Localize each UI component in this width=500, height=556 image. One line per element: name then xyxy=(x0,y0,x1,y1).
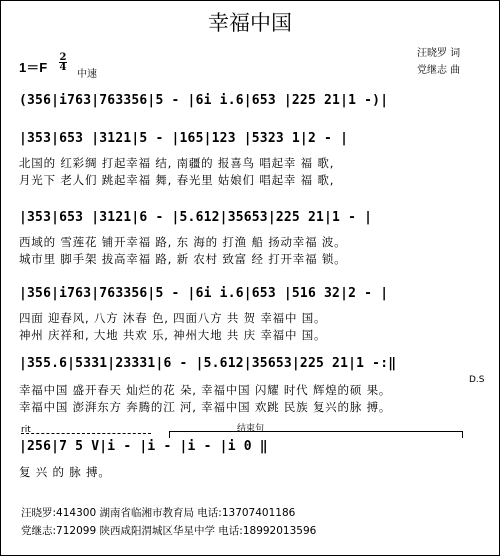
system-2-lyric-1: 北国的 红彩绸 打起幸福 结, 南疆的 报喜鸟 唱起幸 福 歌, xyxy=(19,156,335,170)
system-2-notes: |353|653 |3121|5 - |165|123 |5323 1|2 - | xyxy=(19,131,349,146)
time-signature-bottom: 4 xyxy=(59,62,67,73)
key-signature: 1＝F xyxy=(19,60,48,75)
time-signature-top: 2 xyxy=(59,52,67,63)
ritardando-mark: rit xyxy=(21,425,31,435)
system-4-lyric-1: 四面 迎春风, 八方 沐春 色, 四面八方 共 贺 幸福中 国。 xyxy=(19,311,327,325)
footer-contact-lyricist: 汪晓罗:414300 湖南省临湘市教育局 电话:13707401186 xyxy=(21,507,296,519)
system-3-lyric-1: 西域的 雪莲花 铺开幸福 路, 东 海的 打渔 船 扬动幸福 波。 xyxy=(19,235,347,249)
system-4-lyric-2: 神州 庆祥和, 大地 共欢 乐, 神州大地 共 庆 幸福中 国。 xyxy=(19,328,327,342)
system-5-notes: |355.6|5331|23331|6 - |5.612|35653|225 21|1 -:‖ xyxy=(19,356,397,371)
coda-label: 结束句 xyxy=(237,424,265,434)
time-signature xyxy=(59,53,67,72)
system-5-lyric-2: 幸福中国 澎湃东方 奔腾的江 河, 幸福中国 欢跳 民族 复兴的脉 搏。 xyxy=(19,400,392,414)
song-title: 幸福中国 xyxy=(208,11,292,35)
system-3-lyric-2: 城市里 脚手架 拔高幸福 路, 新 农村 致富 经 打开幸福 锁。 xyxy=(19,252,347,266)
tempo-marking: 中速 xyxy=(77,69,97,80)
composer-credit: 党继志 曲 xyxy=(417,65,461,76)
ritardando-line xyxy=(21,433,151,434)
system-4-notes: |356|i763|763356|5 - |6i i.6|653 |516 32|2 - | xyxy=(19,286,389,301)
system-3-notes: |353|653 |3121|6 - |5.612|35653|225 21|1 - | xyxy=(19,210,373,225)
footer-contact-composer: 党继志:712099 陕西咸阳渭城区华星中学 电话:18992013596 xyxy=(21,525,317,537)
system-6-lyric-1: 复 兴 的 脉 搏。 xyxy=(19,465,111,479)
system-5-lyric-1: 幸福中国 盛开春天 灿烂的花 朵, 幸福中国 闪耀 时代 辉煌的硕 果。 xyxy=(19,383,392,397)
dal-segno-mark: D.S xyxy=(469,375,485,385)
coda-bracket xyxy=(169,431,463,438)
lyricist-credit: 汪晓罗 词 xyxy=(417,48,461,59)
system-2-lyric-2: 月光下 老人们 跳起幸福 舞, 春光里 姑娘们 唱起幸 福 歌, xyxy=(19,173,335,187)
system-6-notes: |256|7 5 V|i - |i - |i - |i 0 ‖ xyxy=(19,439,268,454)
system-1-notes: (356|i763|763356|5 - |6i i.6|653 |225 21|1 -)| xyxy=(19,93,389,108)
